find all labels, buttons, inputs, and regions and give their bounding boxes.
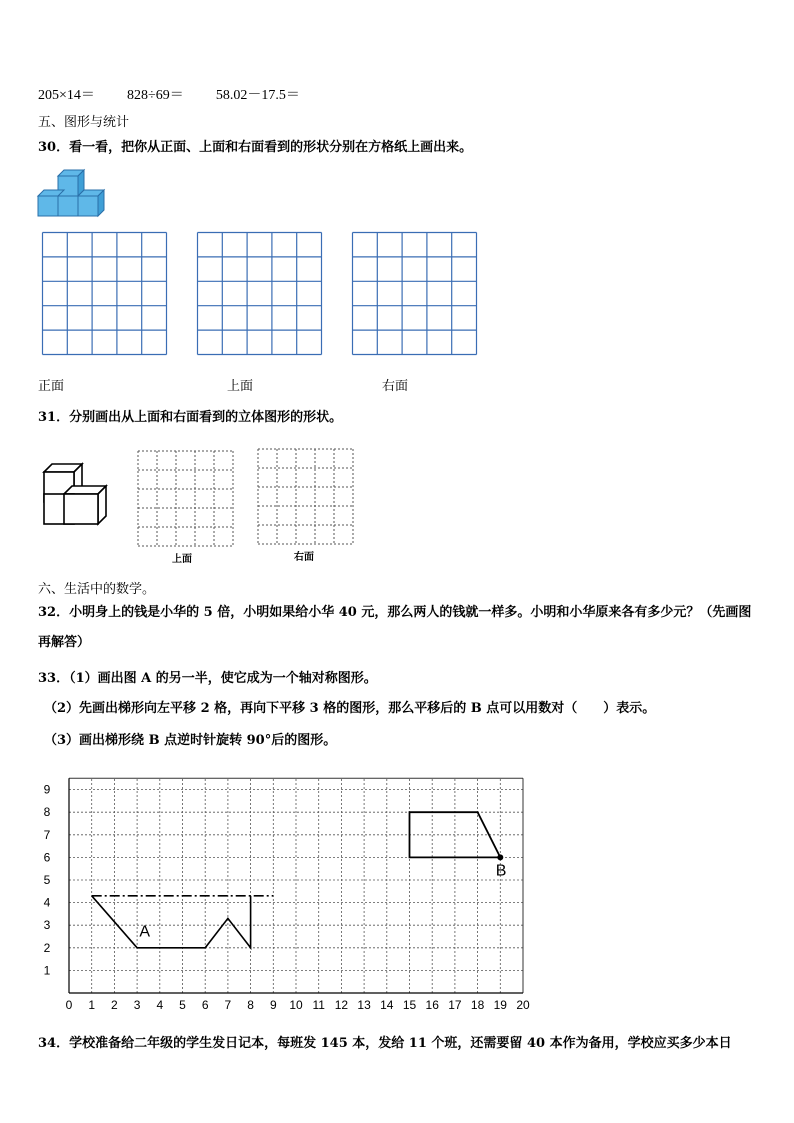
x-tick-label: 7 xyxy=(224,998,232,1012)
x-tick-label: 0 xyxy=(65,998,73,1012)
calc-item-3: 58.02－17.5＝ xyxy=(215,88,300,103)
q31-grid-right[interactable] xyxy=(257,448,355,546)
q30-grid-front[interactable] xyxy=(42,232,168,356)
y-tick-label: 4 xyxy=(43,895,51,910)
section5-title: 五、图形与统计 xyxy=(38,115,130,130)
x-tick-label: 18 xyxy=(470,998,485,1012)
x-tick-label: 15 xyxy=(402,998,417,1012)
x-tick-label: 14 xyxy=(380,998,394,1012)
x-tick-label: 19 xyxy=(493,998,507,1012)
y-tick-label: 6 xyxy=(43,850,51,865)
q31-grid-top[interactable] xyxy=(137,450,235,548)
x-tick-label: 1 xyxy=(88,998,96,1012)
y-tick-label: 3 xyxy=(43,918,51,933)
q34-text: 34．学校准备给二年级的学生发日记本，每班发 145 本，发给 11 个班，还需要留 40 本作为备用，学校应买多少本日 xyxy=(38,1036,732,1051)
point-b xyxy=(497,854,503,860)
y-tick-label: 5 xyxy=(43,873,51,887)
x-tick-label: 9 xyxy=(269,998,277,1012)
y-tick-label: 1 xyxy=(43,963,51,978)
q31-label-right: 右面 xyxy=(294,552,314,563)
x-tick-label: 11 xyxy=(312,998,325,1012)
x-tick-label: 5 xyxy=(179,998,186,1012)
calc-item-1: 205×14＝ xyxy=(38,88,95,103)
q33-part3: （3）画出梯形绕 B 点逆时针旋转 90°后的图形。 xyxy=(44,733,337,748)
x-tick-label: 13 xyxy=(357,998,371,1012)
q33-coordinate-grid[interactable] xyxy=(30,765,540,1015)
x-tick-label: 8 xyxy=(247,998,254,1012)
x-tick-label: 10 xyxy=(289,998,303,1012)
q30-text: 30．看一看，把你从正面、上面和右面看到的形状分别在方格纸上画出来。 xyxy=(38,140,473,155)
y-tick-label: 2 xyxy=(43,940,51,955)
section6-title: 六、生活中的数学。 xyxy=(38,582,156,597)
y-tick-label: 9 xyxy=(43,782,51,797)
x-tick-label: 20 xyxy=(516,998,530,1012)
y-tick-label: 8 xyxy=(43,805,51,820)
q32-text: 32．小明身上的钱是小华的 5 倍，小明如果给小华 40 元，那么两人的钱就一样多。小明和小华原来各有多少元？（先画图再解答） xyxy=(38,605,752,650)
q30-grid-top[interactable] xyxy=(197,232,323,356)
q33-part1: 33．（1）画出图 A 的另一半，使它成为一个轴对称图形。 xyxy=(38,671,377,686)
q30-grid-right[interactable] xyxy=(352,232,478,356)
shape-a-label: A xyxy=(139,923,151,941)
point-b-label: B xyxy=(495,862,507,880)
q31-text: 31．分别画出从上面和右面看到的立体图形的形状。 xyxy=(38,410,343,425)
x-tick-label: 4 xyxy=(156,998,164,1012)
q30-cube-figure xyxy=(38,168,108,214)
x-tick-label: 16 xyxy=(425,998,439,1012)
shape-a-half xyxy=(92,896,251,948)
calc-item-2: 828÷69＝ xyxy=(127,88,184,103)
q31-cube-figure xyxy=(42,462,112,526)
q30-label-front: 正面 xyxy=(38,379,65,394)
x-tick-label: 3 xyxy=(133,998,141,1012)
q30-label-top: 上面 xyxy=(227,379,254,394)
calc-row xyxy=(38,84,328,104)
y-tick-label: 7 xyxy=(43,827,51,842)
q30-label-right: 右面 xyxy=(382,379,409,394)
x-tick-label: 17 xyxy=(448,998,462,1012)
x-tick-label: 6 xyxy=(201,998,209,1012)
q31-label-top: 上面 xyxy=(172,554,192,565)
q33-part2: （2）先画出梯形向左平移 2 格，再向下平移 3 格的图形，那么平移后的 B 点可以用数对（ ）表示。 xyxy=(44,701,656,716)
x-tick-label: 12 xyxy=(334,998,349,1012)
x-tick-label: 2 xyxy=(111,998,118,1012)
